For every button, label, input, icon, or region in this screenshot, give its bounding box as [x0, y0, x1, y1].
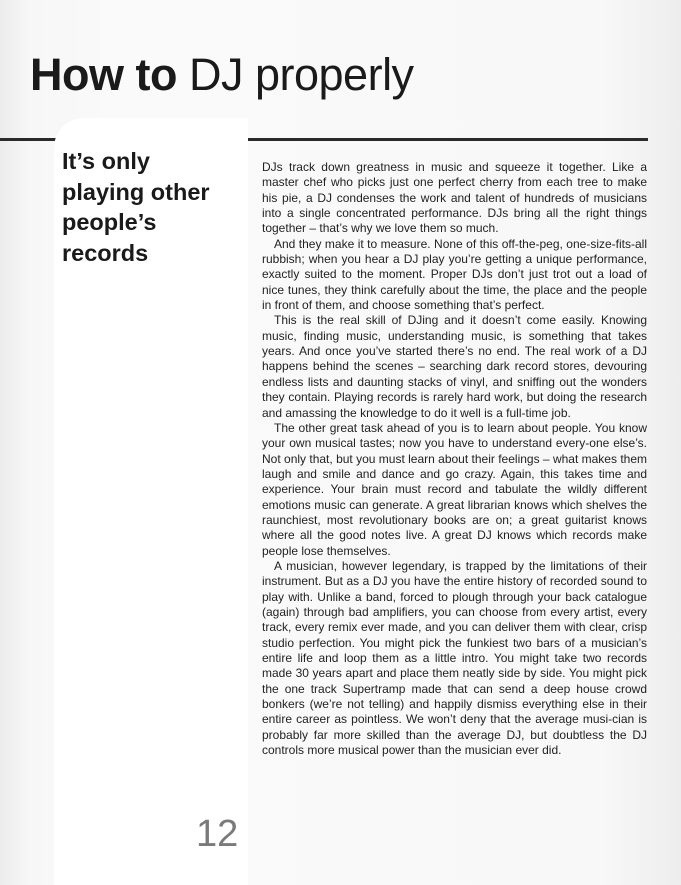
- body-paragraph: DJs track down greatness in music and squeeze it together. Like a master chef who picks just one perfect cherry from each tree to make his pie, a DJ condenses the work and talent of hundreds of musicians into a single concentrated performance. DJs bring all the right things together – that’s why we love them so much.: [262, 160, 647, 236]
- body-paragraph: A musician, however legendary, is trapped by the limitations of their instrument. But as a DJ you have the entire history of recorded sound to play with. Unlike a band, forced to plough through your back catalogue (again) through bad amplifiers, you can choose from every artist, every track, every remix ever made, and you can deliver them with clear, crisp studio perfection. You might pick the funkiest two bars of a musician’s entire life and loop them as a little intro. You might take two records made 30 years apart and place them neatly side by side. You might pick the one track Supertramp made that can send a deep house crowd bonkers (we’re not telling) and happily dismiss everything else in their entire career as pointless. We won’t deny that the average musi-cian is probably far more skilled than the average DJ, but doubtless the DJ controls more musical power than the musician ever did.: [262, 558, 647, 758]
- page-title-regular: DJ properly: [188, 49, 414, 100]
- body-paragraph: And they make it to measure. None of this off-the-peg, one-size-fits-all rubbish; when you hear a DJ play you’re getting a unique performance, exactly suited to the moment. Proper DJs don’t just trot out a load of nice tunes, they think carefully about the time, the place and the people in front of them, and choose something that’s perfect.: [262, 236, 647, 313]
- page-title-bold: How to: [30, 49, 177, 100]
- subheading-line: records: [62, 239, 149, 266]
- body-text: [262, 160, 647, 758]
- subheading-line: playing other: [62, 178, 210, 205]
- subheading-line: people’s: [62, 209, 157, 235]
- page-title: [30, 44, 414, 106]
- section-subheading: [62, 146, 252, 268]
- page-number: 12: [196, 813, 239, 855]
- subheading-line: It’s only: [62, 148, 150, 174]
- body-paragraph: This is the real skill of DJing and it doesn’t come easily. Knowing music, finding music, understanding music, is something that takes years. And once you’ve started there’s no end. The real work of a DJ happens behind the scenes – searching dark record stores, devouring endless lists and daunting stacks of vinyl, and sniffing out the wonders they contain. Playing records is rarely hard work, but doing the research and amassing the knowledge to do it well is a full-time job.: [262, 313, 647, 420]
- body-paragraph: The other great task ahead of you is to learn about people. You know your own musical tastes; now you have to understand every-one else’s. Not only that, but you must learn about their feelings – what makes them laugh and smile and dance and go crazy. Again, this takes time and experience. Your brain must record and tabulate the wildly different emotions music can generate. A great librarian knows which shelves the raunchiest, most revolutionary books are on; a great guitarist knows where all the good notes live. A great DJ knows which records make people lose themselves.: [262, 420, 647, 558]
